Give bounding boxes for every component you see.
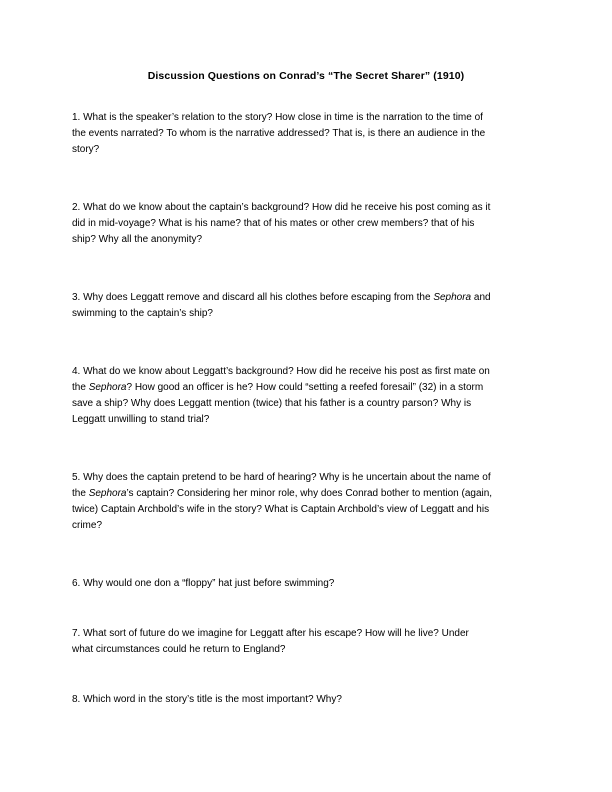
question-4	[72, 364, 546, 428]
question-line: crime?	[72, 520, 103, 531]
question-line: ship? Why all the anonymity?	[72, 234, 203, 245]
question-line: what circumstances could he return to England?	[72, 644, 286, 655]
question-line: 2. What do we know about the captain’s background? How did he receive his post coming as it	[72, 202, 491, 213]
question-6	[72, 576, 546, 592]
question-line: twice) Captain Archbold’s wife in the story? What is Captain Archbold’s view of Leggatt and his	[72, 504, 490, 515]
question-line: the Sephora? How good an officer is he? How could “setting a reefed foresail” (32) in a storm	[72, 382, 484, 393]
question-3	[72, 290, 546, 322]
question-line: Leggatt unwilling to stand trial?	[72, 414, 210, 425]
question-line: story?	[72, 144, 100, 155]
question-line: 6. Why would one don a “floppy” hat just before swimming?	[72, 578, 335, 589]
question-5	[72, 470, 546, 534]
question-2	[72, 200, 546, 248]
question-1	[72, 110, 546, 158]
question-line: did in mid-voyage? What is his name? that of his mates or other crew members? that of his	[72, 218, 475, 229]
question-line: 1. What is the speaker’s relation to the story? How close in time is the narration to the time of	[72, 112, 483, 123]
question-line: 5. Why does the captain pretend to be hard of hearing? Why is he uncertain about the name of	[72, 472, 491, 483]
question-line: the Sephora’s captain? Considering her minor role, why does Conrad bother to mention (again,	[72, 488, 493, 499]
question-line: 4. What do we know about Leggatt’s background? How did he receive his post as first mate on	[72, 366, 490, 377]
question-7	[72, 626, 546, 658]
question-line: 7. What sort of future do we imagine for Leggatt after his escape? How will he live? Under	[72, 628, 469, 639]
question-line: save a ship? Why does Leggatt mention (twice) that his father is a country parson? Why is	[72, 398, 472, 409]
question-8	[72, 692, 546, 708]
ship-name-italic: Sephora	[88, 488, 127, 499]
ship-name-italic: Sephora	[88, 382, 127, 393]
document-title: Discussion Questions on Conrad’s “The Secret Sharer” (1910)	[147, 70, 465, 82]
question-line: swimming to the captain’s ship?	[72, 308, 213, 319]
question-line: the events narrated? To whom is the narrative addressed? That is, is there an audience in the	[72, 128, 486, 139]
question-line: 8. Which word in the story’s title is the most important? Why?	[72, 694, 342, 705]
ship-name-italic: Sephora	[433, 292, 472, 303]
question-line: 3. Why does Leggatt remove and discard all his clothes before escaping from the Sephora and	[72, 292, 491, 303]
